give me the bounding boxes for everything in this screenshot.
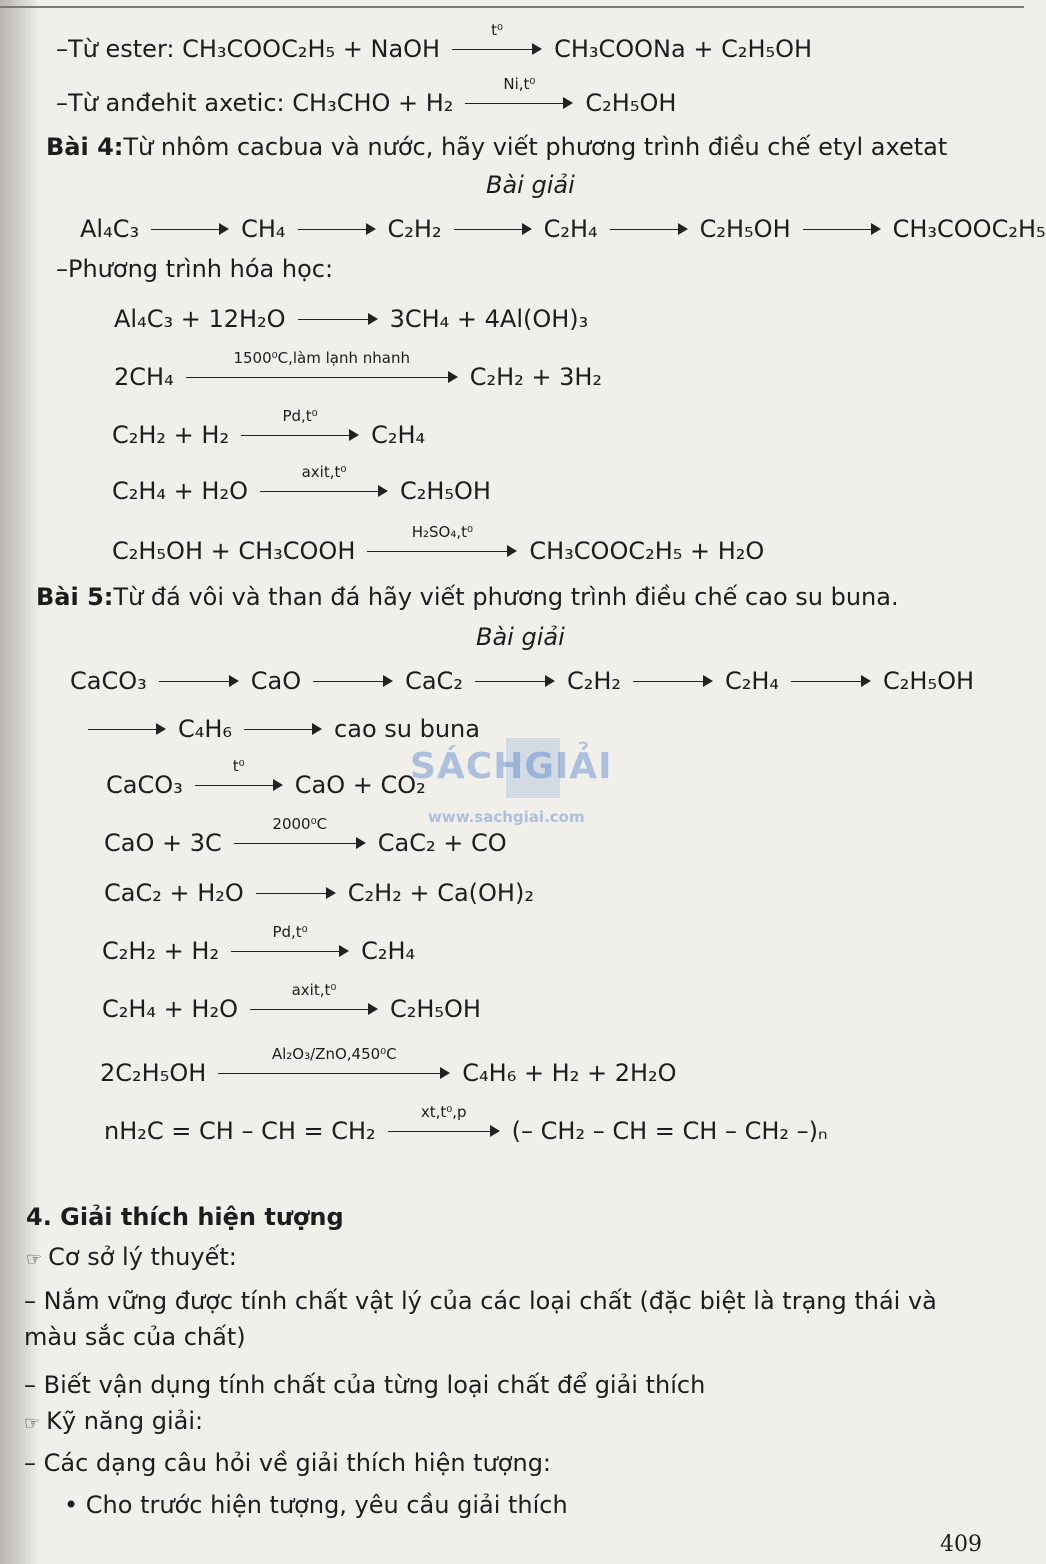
text-segment: CaC₂ + CO xyxy=(377,829,507,857)
text-segment: cao su buna xyxy=(334,715,480,743)
text-segment: CaC₂ + H₂O xyxy=(104,879,244,907)
text-segment: CaC₂ xyxy=(405,667,463,695)
reaction-condition: Pd,t⁰ xyxy=(282,407,318,425)
text-segment: • Cho trước hiện tượng, yêu cầu giải thích xyxy=(64,1491,568,1519)
reaction-arrow-icon xyxy=(388,1103,500,1142)
text-segment: Bài giải xyxy=(486,171,575,199)
text-segment: CaCO₃ xyxy=(106,771,183,799)
text-segment: C₂H₄ + H₂O xyxy=(102,995,238,1023)
reaction-arrow-icon xyxy=(633,672,713,692)
text-segment: C₄H₆ + H₂ + 2H₂O xyxy=(462,1059,677,1087)
text-segment: Al₄C₃ + 12H₂O xyxy=(114,305,286,333)
chain-4 xyxy=(80,214,1046,244)
reaction-arrow-icon xyxy=(260,463,388,502)
text-segment: C₂H₂ + H₂ xyxy=(112,421,230,449)
bold-label: 4. Giải thích hiện tượng xyxy=(26,1203,344,1231)
text-segment: – xyxy=(56,255,68,283)
reaction-arrow-icon xyxy=(250,981,378,1020)
top-rule xyxy=(0,6,1024,8)
text-segment: C₂H₄ + H₂O xyxy=(112,477,248,505)
text-segment: CaO + 3C xyxy=(104,829,222,857)
reaction-arrow-icon xyxy=(88,720,166,740)
text-segment: CH₃COOC₂H₅ xyxy=(892,215,1046,243)
equation-5-3 xyxy=(104,878,534,908)
text-segment: CaCO₃ xyxy=(70,667,147,695)
reaction-arrow-icon xyxy=(610,220,688,240)
reaction-arrow-icon xyxy=(803,220,881,240)
text-segment: Kỹ năng giải: xyxy=(46,1407,204,1435)
reaction-arrow-icon xyxy=(367,523,517,562)
text-segment: – Các dạng câu hỏi về giải thích hiện tượng: xyxy=(24,1449,552,1477)
watermark-site: www.sachgiai.com xyxy=(428,808,585,826)
text-segment: C₂H₂ + Ca(OH)₂ xyxy=(347,879,534,907)
equation-5-7 xyxy=(104,1103,828,1146)
watermark-box xyxy=(506,738,560,798)
text-segment: – Nắm vững được tính chất vật lý của các loại chất (đặc biệt là trạng thái và xyxy=(24,1287,937,1315)
reaction-arrow-icon xyxy=(313,672,393,692)
reaction-condition: Pd,t⁰ xyxy=(272,923,308,941)
reaction-arrow-icon xyxy=(452,21,542,60)
theory-point-2 xyxy=(24,1370,705,1400)
text-segment: CH₃COOC₂H₅ + H₂O xyxy=(529,537,765,565)
theory-point-1 xyxy=(24,1286,937,1316)
question-type-1 xyxy=(64,1490,568,1520)
reaction-arrow-icon xyxy=(256,884,336,904)
solution-heading-5 xyxy=(476,622,565,652)
reaction-arrow-icon xyxy=(298,220,376,240)
line-ester-method xyxy=(56,21,813,64)
text-segment: – xyxy=(56,89,68,117)
reaction-arrow-icon xyxy=(298,310,378,330)
equation-5-6 xyxy=(100,1045,677,1088)
reaction-condition: Al₂O₃/ZnO,450⁰C xyxy=(271,1045,397,1063)
equation-5-5 xyxy=(102,981,481,1024)
section-4-heading xyxy=(26,1202,344,1232)
text-segment: Cơ sở lý thuyết: xyxy=(48,1243,237,1271)
text-segment: C₂H₂ + H₂ xyxy=(102,937,220,965)
watermark xyxy=(410,738,615,836)
reaction-arrow-icon xyxy=(241,407,359,446)
text-segment: CaO xyxy=(250,667,302,695)
page-number: 409 xyxy=(940,1532,982,1557)
reaction-arrow-icon xyxy=(244,720,322,740)
text-segment: C₂H₄ xyxy=(371,421,426,449)
equation-5-2 xyxy=(104,815,507,858)
watermark-logo: SÁCHGIẢI xyxy=(410,746,613,787)
reaction-arrow-icon xyxy=(475,672,555,692)
text-segment: (– CH₂ – CH = CH – CH₂ –)ₙ xyxy=(511,1117,828,1145)
reaction-condition: axit,t⁰ xyxy=(301,463,347,481)
bold-label: Bài 5: xyxy=(36,583,114,611)
chain-5-part-1 xyxy=(70,666,974,696)
text-segment: nH₂C = CH – CH = CH₂ xyxy=(104,1117,376,1145)
equation-4-5 xyxy=(112,523,765,566)
reaction-arrow-icon xyxy=(231,923,349,962)
reaction-arrow-icon xyxy=(186,349,458,388)
reaction-arrow-icon xyxy=(218,1045,450,1084)
equation-5-1 xyxy=(106,757,426,800)
reaction-condition: t⁰ xyxy=(232,757,245,775)
text-segment: C₄H₆ xyxy=(178,715,233,743)
text-segment: C₂H₅OH + CH₃COOH xyxy=(112,537,356,565)
reaction-condition: 2000⁰C xyxy=(272,815,328,833)
text-segment: 2CH₄ xyxy=(114,363,174,391)
text-segment: C₂H₅OH xyxy=(389,995,481,1023)
equation-5-4 xyxy=(102,923,416,966)
reaction-condition: xt,t⁰,p xyxy=(420,1103,467,1121)
text-segment: C₂H₅OH xyxy=(883,667,975,695)
text-segment: C₂H₄ xyxy=(361,937,416,965)
reaction-arrow-icon xyxy=(454,220,532,240)
equation-4-2 xyxy=(114,349,603,392)
text-segment: màu sắc của chất) xyxy=(24,1323,246,1351)
text-segment: C₂H₅OH xyxy=(399,477,491,505)
theory-point-1-cont xyxy=(24,1322,246,1352)
reaction-arrow-icon xyxy=(234,815,366,854)
reaction-arrow-icon xyxy=(195,757,283,796)
text-segment: Từ anđehit axetic: CH₃CHO + H₂ xyxy=(68,89,454,117)
text-segment: Bài giải xyxy=(476,623,565,651)
pointing-hand-icon: ☞ xyxy=(26,1249,43,1270)
text-segment: CaO + CO₂ xyxy=(294,771,426,799)
text-segment: Al₄C₃ xyxy=(80,215,140,243)
text-segment: Từ đá vôi và than đá hãy viết phương trình điều chế cao su buna. xyxy=(113,583,899,611)
text-segment: C₂H₄ xyxy=(724,667,780,695)
text-segment: C₂H₅OH xyxy=(585,89,677,117)
question-types xyxy=(24,1448,551,1478)
text-segment: Phương trình hóa học: xyxy=(68,255,334,283)
text-segment: CH₃COONa + C₂H₅OH xyxy=(554,35,813,63)
theory-heading xyxy=(26,1242,237,1275)
text-segment: C₂H₄ xyxy=(543,215,598,243)
solution-heading-4 xyxy=(486,170,575,200)
line-aldehyde-method xyxy=(56,75,677,118)
reaction-condition: t⁰ xyxy=(491,21,504,39)
text-segment: – Biết vận dụng tính chất của từng loại chất để giải thích xyxy=(24,1371,706,1399)
text-segment: 2C₂H₅OH xyxy=(100,1059,207,1087)
reaction-condition: Ni,t⁰ xyxy=(503,75,536,93)
text-segment: C₂H₂ + 3H₂ xyxy=(469,363,603,391)
text-segment: C₂H₂ xyxy=(566,667,621,695)
chain-5-part-2 xyxy=(76,714,480,744)
equation-4-1 xyxy=(114,304,588,334)
reaction-arrow-icon xyxy=(791,672,871,692)
bold-label: Bài 4: xyxy=(46,133,124,161)
equations-heading xyxy=(56,254,333,284)
equation-4-3 xyxy=(112,407,426,450)
text-segment: C₂H₅OH xyxy=(699,215,791,243)
text-segment: C₂H₂ xyxy=(387,215,442,243)
equation-4-4 xyxy=(112,463,491,506)
text-segment: Từ ester: CH₃COOC₂H₅ + NaOH xyxy=(68,35,441,63)
reaction-condition: 1500⁰C,làm lạnh nhanh xyxy=(233,349,410,367)
skills-heading xyxy=(24,1406,203,1439)
reaction-condition: axit,t⁰ xyxy=(291,981,337,999)
reaction-arrow-icon xyxy=(159,672,239,692)
pointing-hand-icon: ☞ xyxy=(24,1413,41,1434)
text-segment: Từ nhôm cacbua và nước, hãy viết phương trình điều chế etyl axetat xyxy=(123,133,948,161)
reaction-condition: H₂SO₄,t⁰ xyxy=(411,523,474,541)
exercise-4-title xyxy=(46,132,947,162)
reaction-arrow-icon xyxy=(151,220,229,240)
exercise-5-title xyxy=(36,582,899,612)
reaction-arrow-icon xyxy=(465,75,573,114)
text-segment: CH₄ xyxy=(241,215,286,243)
text-segment: – xyxy=(56,35,68,63)
text-segment: 3CH₄ + 4Al(OH)₃ xyxy=(389,305,589,333)
